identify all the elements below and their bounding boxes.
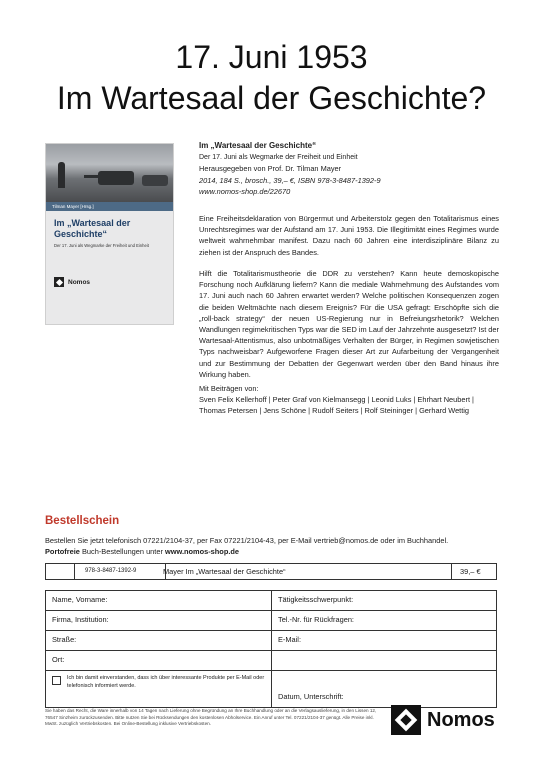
phone-field[interactable]: Tel.-Nr. für Rückfragen:	[271, 611, 496, 630]
contributors-label: Mit Beiträgen von:	[199, 384, 259, 393]
book-subtitle: Der 17. Juni als Wegmarke der Freiheit und Einheit	[199, 153, 358, 161]
focus-field[interactable]: Tätigkeitsschwerpunkt:	[271, 591, 496, 610]
nomos-logo-icon	[391, 705, 421, 735]
order-form	[45, 590, 497, 708]
book-meta: 2014, 184 S., brosch., 39,– €, ISBN 978-3-8487-1392-9	[199, 175, 381, 185]
street-field[interactable]: Straße:	[52, 635, 77, 644]
order-form-heading: Bestellschein	[45, 515, 120, 527]
order-shop-line	[45, 546, 239, 557]
city-field[interactable]: Ort:	[52, 655, 65, 664]
consent-checkbox[interactable]	[52, 676, 61, 685]
cover-tank-figure	[142, 175, 168, 186]
book-url[interactable]: www.nomos-shop.de/22670	[199, 187, 291, 196]
date-signature-field[interactable]	[271, 671, 496, 707]
cover-title: Im „Wartesaal der Geschichte“	[54, 218, 131, 239]
product-isbn: 978-3-8487-1392-9	[74, 564, 166, 579]
date-signature-label: Datum, Unterschrift:	[278, 692, 344, 701]
book-info	[199, 140, 499, 198]
cover-publisher-logo	[54, 277, 90, 287]
cover-editor: Tilman Mayer [Hrsg.]	[46, 202, 173, 211]
name-field[interactable]: Name, Vorname:	[52, 595, 108, 604]
nomos-logo	[391, 705, 495, 735]
page-title-line1: 17. Juni 1953	[175, 39, 368, 75]
product-order-row	[45, 563, 497, 580]
cover-publisher-name: Nomos	[68, 278, 91, 286]
description-paragraph-1: Eine Freiheitsdeklaration von Bürgermut und Arbeiterstolz gegen den Totalitarismus eines Unrechtsregimes war der Aufstand am 17. Juni 1953. Die Illegitimität eines Regimes wurde weltweit wahrnehmbar manifest. Dazu nach 60 Jahren eine interdisziplinäre Bilanz zu ziehen ist der Anspruch des Bandes.	[199, 214, 499, 257]
shop-url-link[interactable]: www.nomos-shop.de	[164, 547, 240, 556]
cover-person-figure	[58, 162, 65, 188]
product-title: Mayer Im „Wartesaal der Geschichte“	[163, 567, 286, 576]
book-title: Im „Wartesaal der Geschichte“	[199, 141, 317, 150]
order-contact-line: Bestellen Sie jetzt telefonisch 07221/2104-37, per Fax 07221/2104-43, per E-Mail vertrieb@nomos.de oder im Buchhandel.	[45, 536, 449, 545]
book-cover	[45, 143, 174, 325]
empty-cell	[271, 651, 496, 670]
order-shop-text: Buch-Bestellungen unter	[79, 547, 165, 556]
description-paragraph-2: Hilft die Totalitarismustheorie die DDR zu verstehen? Kann heute demoskopische Forschung noch Aufklärung liefern? Kann die mediale Wahrnehmung des Aufstandes vom 17. Juni auch nach 60 Jahren erwartet werden? Welche politischen Konsequenzen zogen die beiden Weltmächte nach diesem Ereignis? Für die USA gefragt: Erschöpfte sich die „roll-back strategy“ der neuen US-Regierung nur in Befreiungsrhetorik? Welchen Wandlungen regimekritischen Typs war die SED im Lauf der Jahrzehnte ausgesetzt? Ist der Wartesaal-Attentismus, also unbotmäßiges Verhalten der Bürger, in Regimen sowjetischen Typs nachweisbar? Aufgeworfene Fragen dieser Art zur Aufarbeitung der Vergangenheit und zur Bestimmung der Debatten der Gegenwart werden über den Band hinaus ihre Wirkung haben.	[199, 269, 499, 379]
page-title-line2: Im Wartesaal der Geschichte?	[56, 80, 487, 116]
nomos-logo-icon	[54, 277, 64, 287]
email-field[interactable]: E-Mail:	[271, 631, 496, 650]
cover-tank-figure	[98, 171, 134, 185]
company-field[interactable]: Firma, Institution:	[52, 615, 109, 624]
consent-option[interactable]	[46, 671, 271, 707]
cover-subtitle: Der 17. Juni als Wegmarke der Freiheit und Einheit	[54, 243, 149, 248]
legal-notice: Sie haben das Recht, die Ware innerhalb von 14 Tagen nach Lieferung ohne Begründung an Ihre Buchhandlung oder an die Verlagsauslieferung, in den Lissen 12, 76547 Sinzheim zurückzusenden. Bitte nutzen Sie bei Rücksendungen den kostenlosen Abholservice. Ein Anruf unter Tel. 07221/2104-37 genügt. Alle Preise inkl. MwSt. zuzüglich Vertriebskosten. Bei Online-Bestellung inklusive Vertriebskosten.	[45, 708, 377, 727]
consent-label: Ich bin damit einverstanden, dass ich über interessante Produkte per E-Mail oder telefonisch informiert werde.	[67, 675, 265, 689]
product-price: 39,– €	[451, 564, 505, 579]
nomos-logo-text: Nomos	[427, 708, 495, 731]
cover-photo	[46, 144, 173, 202]
contributors-list: Sven Felix Kellerhoff | Peter Graf von Kielmansegg | Leonid Luks | Ehrhart Neubert | Thomas Petersen | Jens Schöne | Rudolf Seiters | Rolf Steininger | Gerhard Wettig	[199, 395, 474, 416]
book-editor: Herausgegeben von Prof. Dr. Tilman Mayer	[199, 164, 342, 173]
free-shipping-label: Portofreie	[45, 547, 80, 556]
contributors-block	[199, 383, 499, 417]
